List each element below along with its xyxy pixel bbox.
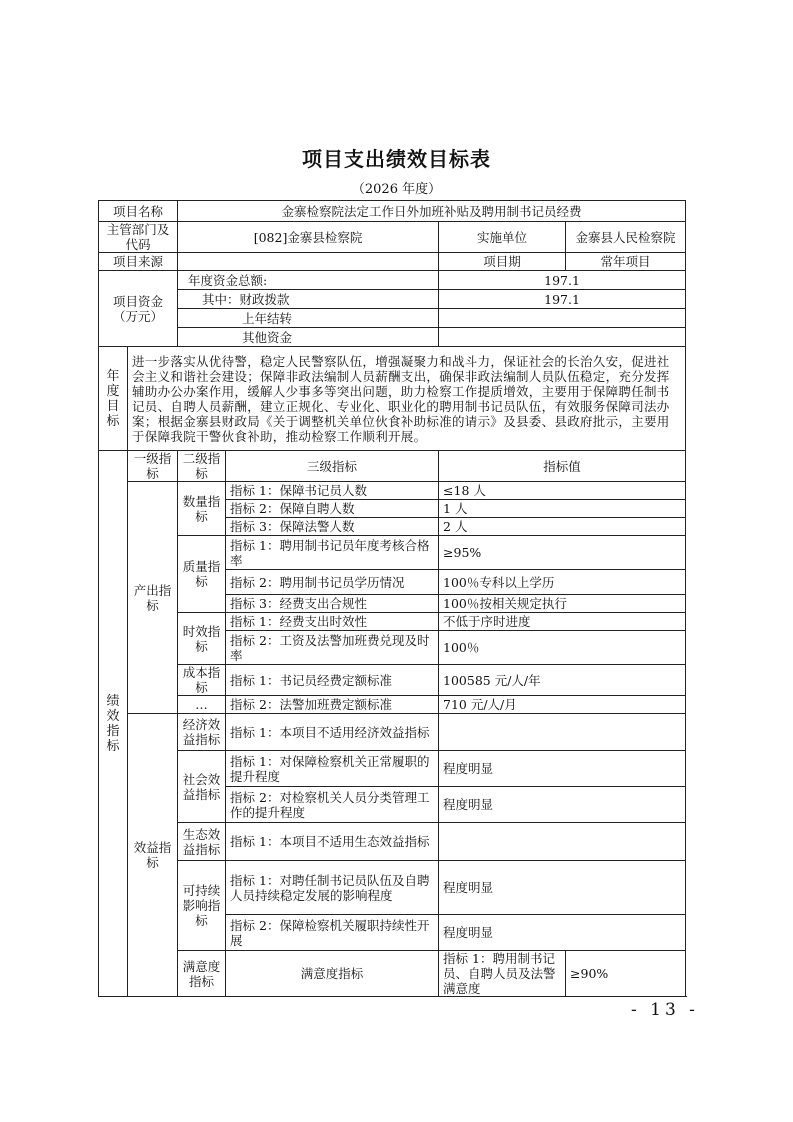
- table-row: [99, 536, 686, 570]
- funds-carry-value: [439, 309, 686, 328]
- col-level1-header: 一级指标: [128, 451, 178, 482]
- indicator-name: 指标 1：书记员经费定额标准: [226, 665, 439, 696]
- period-value: 常年项目: [566, 253, 686, 271]
- satisfaction-label: 满意度指标: [178, 951, 226, 997]
- benefit-label: 效益指标: [128, 714, 178, 997]
- indicator-name: 指标 1：本项目不适用经济效益指标: [226, 714, 439, 751]
- row-perf-header: [99, 451, 686, 482]
- perf-label: 绩效指标: [106, 693, 120, 754]
- source-value: [178, 253, 439, 271]
- funds-fiscal-label: 其中：财政拨款: [178, 290, 439, 309]
- indicator-name: 指标 2：保障检察机关履职持续性开展: [226, 915, 439, 951]
- quantity-label: 数量指标: [178, 482, 226, 536]
- indicator-name: 指标 2：对检察机关人员分类管理工作的提升程度: [226, 787, 439, 823]
- dept-label: 主管部门及代码: [99, 222, 178, 253]
- indicator-name: 指标 1：对保障检察机关正常履职的提升程度: [226, 751, 439, 787]
- indicator-name: 指标 2：保障自聘人数: [226, 500, 439, 518]
- table-row: [99, 823, 686, 861]
- indicator-value: 不低于序时进度: [439, 613, 686, 631]
- indicator-value: ≥95%: [439, 536, 686, 570]
- col-value-header: 指标值: [439, 451, 686, 482]
- indicator-name: 指标 3：经费支出合规性: [226, 595, 439, 613]
- economic-label: 经济效益指标: [178, 714, 226, 751]
- impl-unit-label: 实施单位: [439, 222, 566, 253]
- indicator-name: 指标 1：经费支出时效性: [226, 613, 439, 631]
- indicator-name: 指标 1：对聘任制书记员队伍及自聘人员持续稳定发展的影响程度: [226, 861, 439, 915]
- period-label: 项目期: [439, 253, 566, 271]
- funds-other-value: [439, 328, 686, 347]
- sustainable-label: 可持续影响指标: [178, 861, 226, 951]
- indicator-value: [439, 714, 686, 751]
- ecological-label: 生态效益指标: [178, 823, 226, 861]
- funds-label: [99, 271, 178, 347]
- impl-unit-value: 金寨县人民检察院: [566, 222, 686, 253]
- indicator-value: 程度明显: [439, 861, 686, 915]
- page-title: 项目支出绩效目标表: [302, 147, 491, 171]
- row-department: [99, 222, 686, 253]
- performance-table: [98, 200, 686, 997]
- indicator-value: 1 人: [439, 500, 686, 518]
- row-funds-other: [99, 328, 686, 347]
- indicator-value: 程度明显: [439, 751, 686, 787]
- indicator-name: 指标 2：聘用制书记员学历情况: [226, 570, 439, 595]
- goal-text: 进一步落实从优待警，稳定人民警察队伍，增强凝聚力和战斗力，保证社会的长治久安，促进社会主义和谐社会建设；保障非政法编制人员薪酬支出，确保非政法编制人员队伍稳定，充分发挥辅助办公办案作用，缓解人少事多等突出问题，助力检察工作提质增效，主要用于保障聘任制书记员、自聘人员薪酬，建立正规化、专业化、职业化的聘用制书记员队伍，有效服务保障司法办案；根据金寨县财政局《关于调整机关单位伙食补助标准的请示》及县委、县政府批示，主要用于保障我院干警伙食补助，推动检察工作顺利开展。: [128, 347, 686, 451]
- col-level3-header: 三级指标: [226, 451, 439, 482]
- goal-label: 年度目标: [106, 368, 120, 429]
- perf-label-cell: [99, 451, 128, 997]
- project-name-label: 项目名称: [99, 201, 178, 222]
- row-project-name: [99, 201, 686, 222]
- indicator-value: ≤18 人: [439, 482, 686, 500]
- timeliness-label: 时效指标: [178, 613, 226, 665]
- row-source: [99, 253, 686, 271]
- indicator-name: 指标 1：本项目不适用生态效益指标: [226, 823, 439, 861]
- indicator-name: 指标 2：工资及法警加班费兑现及时率: [226, 631, 439, 665]
- row-funds-fiscal: [99, 290, 686, 309]
- indicator-value: 程度明显: [439, 787, 686, 823]
- ellipsis-label: …: [178, 696, 226, 714]
- indicator-value: 100％按相关规定执行: [439, 595, 686, 613]
- indicator-name: 指标 2：法警加班费定额标准: [226, 696, 439, 714]
- row-funds-total: [99, 271, 686, 290]
- dept-value: [082]金寨县检察院: [178, 222, 439, 253]
- indicator-value: 程度明显: [439, 915, 686, 951]
- quality-label: 质量指标: [178, 536, 226, 613]
- indicator-name: 指标 1：聘用制书记员、自聘人员及法警满意度: [439, 951, 566, 997]
- indicator-name: 指标 1：聘用制书记员年度考核合格率: [226, 536, 439, 570]
- table-row: [99, 751, 686, 787]
- fiscal-year: （2026 年度）: [351, 182, 442, 197]
- funds-fiscal-value: 197.1: [439, 290, 686, 309]
- funds-carry-label: 上年结转: [178, 309, 439, 328]
- page-number: - 13 -: [631, 1000, 699, 1020]
- table-row: [99, 714, 686, 751]
- goal-label-cell: [99, 347, 128, 451]
- indicator-value: 2 人: [439, 518, 686, 536]
- table-row: [99, 951, 686, 997]
- project-name-value: 金寨检察院法定工作日外加班补贴及聘用制书记员经费: [178, 201, 686, 222]
- col-level2-header: 二级指标: [178, 451, 226, 482]
- source-label: 项目来源: [99, 253, 178, 271]
- social-label: 社会效益指标: [178, 751, 226, 823]
- table-row: [99, 613, 686, 631]
- cost-label: 成本指标: [178, 665, 226, 696]
- table-row: [99, 482, 686, 500]
- indicator-value: 710 元/人/月: [439, 696, 686, 714]
- row-funds-carry: [99, 309, 686, 328]
- indicator-name: 指标 3：保障法警人数: [226, 518, 439, 536]
- funds-other-label: 其他资金: [178, 328, 439, 347]
- indicator-name: 指标 1：保障书记员人数: [226, 482, 439, 500]
- satisfaction-sub-label: 满意度指标: [226, 951, 439, 997]
- indicator-value: 100585 元/人/年: [439, 665, 686, 696]
- row-annual-goal: [99, 347, 686, 451]
- table-row: [99, 861, 686, 915]
- indicator-value: ≥90%: [566, 951, 686, 997]
- funds-label-text: 项目资金（万元）: [113, 293, 164, 324]
- table-row: [99, 696, 686, 714]
- funds-total-value: 197.1: [439, 271, 686, 290]
- indicator-value: 100％: [439, 631, 686, 665]
- funds-total-label: 年度资金总额:: [178, 271, 439, 290]
- indicator-value: [439, 823, 686, 861]
- indicator-value: 100％专科以上学历: [439, 570, 686, 595]
- table-row: [99, 665, 686, 696]
- output-label: 产出指标: [128, 482, 178, 714]
